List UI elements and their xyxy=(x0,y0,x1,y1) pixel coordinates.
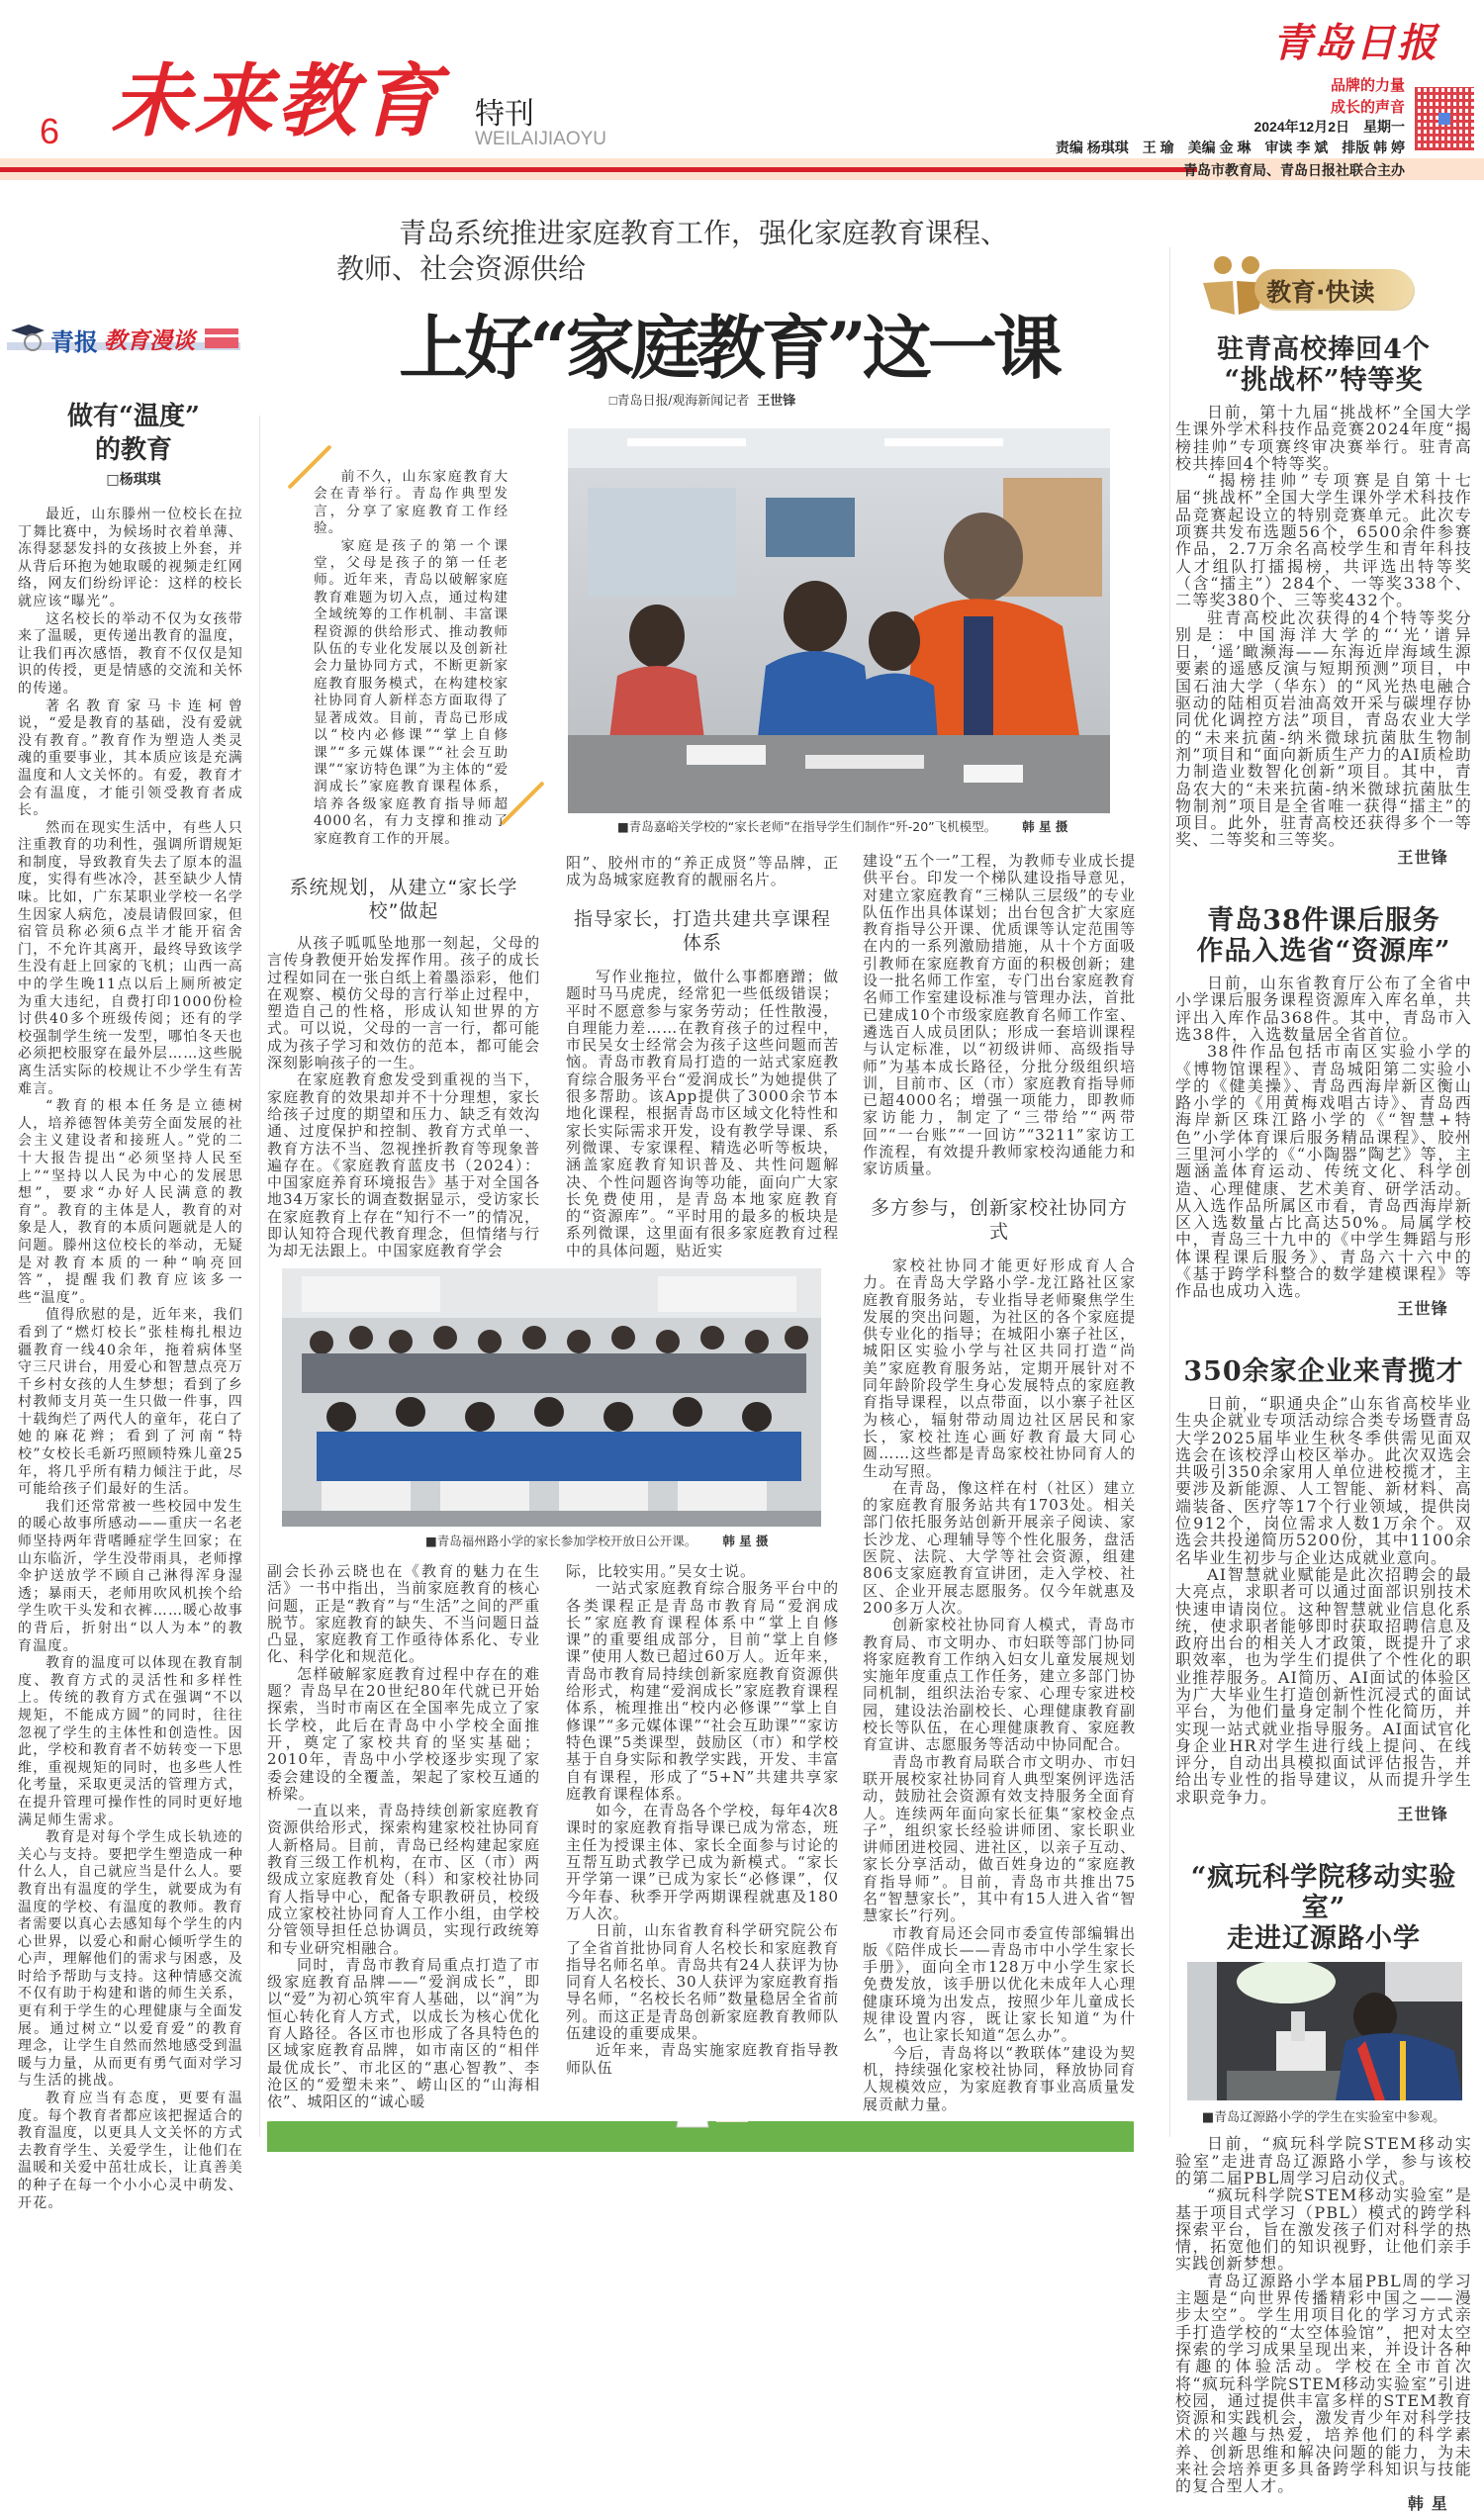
photo-stem-lab xyxy=(1187,1962,1462,2100)
article-column xyxy=(863,1257,1136,2113)
paragraph: 今后，青岛将以“教联体”建设为契机，持续强化家校社协同，释放协同育人规模效应，为家庭教育事业高质量发展贡献力量。 xyxy=(863,2043,1136,2113)
lead-paragraph: 家庭是孩子的第一个课堂，父母是孩子的第一任老师。近年来，青岛以破解家庭教育难题为切入点，通过构建全域统筹的工作机制、丰富课程资源的供给形式、推动教师队伍的专业化发展以及创新社会力量协同方式，不断更新家庭教育服务模式，在构建校家社协同育人新样态方面取得了显著成效。目前，青岛已形成以“校内必修课”“掌上自修课”“多元媒体课”“社会互助课”“家访特色课”为主体的“爱润成长”家庭教育课程体系，培养各级家庭教育指导师超4000名，有力支撑和推动了家庭教育工作的开展。 xyxy=(314,537,509,847)
caption-text: ■青岛福州路小学的家长参加学校开放日公开课。 xyxy=(425,1534,697,1548)
paragraph: 最近，山东滕州一位校长在拉丁舞比赛中，为候场时衣着单薄、冻得瑟瑟发抖的女孩披上外套，并从背后环抱为她取暖的视频走红网络，网友们纷纷评论：这样的校长就应该“曝光”。 xyxy=(18,507,243,609)
paragraph: 日前，山东省教育厅公布了全省中小学课后服务课程资源库入库名单，共评出入库作品368件。其中，青岛市入选38件，入选数量居全省首位。 xyxy=(1175,974,1472,1044)
paragraph: 怎样破解家庭教育过程中存在的难题？青岛早在20世纪80年代就已开始探索，当时市南区在全国率先成立了家长学校，此后在青岛中小学校全面推开，奠定了家校共育的坚实基础；2010年，青岛中小学校逐步实现了家委会建设的全覆盖，架起了家校互通的桥梁。 xyxy=(267,1664,540,1803)
paragraph: 教育应当有态度，更要有温度。每个教育者都应该把握适合的教育温度，以更具人文关怀的方式去教育学生、关爱学生，让他们在温暖和关爱中茁壮成长，让真善美的种子在每一个小小心灵中萌发、开花。 xyxy=(18,2091,243,2211)
title-line: “挑战杯”特等奖 xyxy=(1224,365,1424,396)
lead-paragraph: 前不久，山东家庭教育大会在青举行。青岛作典型发言，分享了家庭教育工作经验。 xyxy=(314,469,509,537)
page-number: 6 xyxy=(40,111,60,151)
commentary-body xyxy=(18,507,243,2212)
section-heading: 系统规划，从建立“家长学校”做起 xyxy=(289,877,518,922)
article-headline: 上好“家庭教育”这一课 xyxy=(399,307,1059,389)
paragraph: 教育的温度可以体现在教育制度、教育方式的灵活性和多样性上。传统的教育方式在强调“不以规矩，不能成方圆”的同时，往往忽视了学生的主体性和创造性。因此，学校和教育者不妨转变一下思维，重视规矩的同时，也多些人性化考量，采取更灵活的管理方式，在提升管理可操作性的同时更好地满足师生需求。 xyxy=(18,1655,243,1828)
paragraph: AI智慧就业赋能是此次招聘会的最大亮点，求职者可以通过面部识别技术快速申请岗位。这种智慧就业信息化系统，使求职者能够即时获取招聘信息及政府出台的相关人才政策，既提升了求职效率，也为学生们提供了个性化的职业推荐服务。AI简历、AI面试的体验区为广大毕业生打造创新性沉浸式的面试平台，为他们量身定制个性化简历，并实现一站式就业指导服务。AI面试官化身企业HR对学生进行线上提问、在线评分，自动出具模拟面试评估报告，并给出专业性的指导建议，从而提升学生求职竞争力。 xyxy=(1175,1564,1472,1807)
paragraph: 近年来，青岛实施家庭教育指导教师队伍 xyxy=(566,2041,839,2077)
brief-title xyxy=(1175,334,1472,396)
paragraph: 日前，“疯玩科学院STEM移动实验室”走进青岛辽源路小学，参与该校的第二届PBL周学习启动仪式。 xyxy=(1175,2134,1472,2187)
qr-code-icon[interactable] xyxy=(1415,87,1474,150)
title-line: 的教育 xyxy=(94,435,172,465)
sponsor-line: 青岛市教育局、青岛日报社联合主办 xyxy=(1183,162,1405,178)
brief-title xyxy=(1175,1862,1472,1954)
title-line: 350余家企业来青揽才 xyxy=(1183,1355,1464,1387)
article-column xyxy=(267,935,540,1260)
photo-caption xyxy=(425,1532,769,1549)
brief-author: 王世锋 xyxy=(1397,847,1448,867)
masthead-title: 未来教育 xyxy=(111,54,443,147)
paragraph: 一直以来，青岛持续创新家庭教育资源供给形式，探索构建家校社协同育人新格局。目前，青岛已经构建起家庭教育三级工作机构，在市、区（市）两级成立家庭教育处（科）和家校社协同育人指导中心，配备专职教研员，校级成立家校社协同育人工作小组，由学校分管领导担任总协调员，实现行政统筹和专业研究相融合。 xyxy=(267,1802,540,1957)
article-column xyxy=(566,969,839,1259)
brief-body xyxy=(1175,975,1472,1317)
paragraph: 一站式家庭教育综合服务平台中的各类课程正是青岛市教育局“爱润成长”家庭教育课程体系中“掌上自修课”的重要组成部分，目前“掌上自修课”使用人数已超过60万人。近年来，青岛市教育局持续创新家庭教育资源供给形式，构建“爱润成长”家庭教育课程体系，梳理推出“校内必修课”“掌上自修课”“多元媒体课”“社会互助课”“家访特色课”5类课型，鼓励区（市）和学校基于自身实际和教学实践，开发、丰富自有课程，形成了“5+N”共建共享家庭教育课程体系。 xyxy=(566,1579,839,1803)
brief-title xyxy=(1175,1356,1472,1387)
paragraph: 写作业拖拉，做什么事都磨蹭；做题时马马虎虎，经常犯一些低级错误；平时不愿意参与家务劳动；任性散漫，自理能力差……在教育孩子的过程中，市民吴女士经常会为孩子这些问题而苦恼。青岛市教育局打造的一站式家庭教育综合服务平台“爱润成长”为她提供了很多帮助。该App提供了3000余节本地化课程，根据青岛市区域文化特性和家长实际需求开发，设有教学导课、系列微课、专家课程、精选必听等板块，涵盖家庭教育知识普及、共性问题解决、个性问题咨询等功能，面向广大家长免费使用，是青岛本地家庭教育的“资源库”。“平时用的最多的板块是系列微课，这里面有很多家庭教育过程中的具体问题，贴近实 xyxy=(566,968,839,1259)
photo-credit: 韩 星 摄 xyxy=(722,1534,769,1548)
title-line: 驻青高校捧回4个 xyxy=(1217,334,1431,365)
paragraph: 这名校长的举动不仅为女孩带来了温暖，更传递出教育的温度，让我们再次感悟，教育不仅仅是知识的传授，更是情感的交流和关怀的传递。 xyxy=(18,610,243,697)
paragraph: 建设“五个一”工程，为教师专业成长提供平台。印发一个梯队建设指导意见，对建立家庭教育“三梯队三层级”的专业队伍作出具体谋划；出台包含扩大家庭教育指导公开课、优质课等认定范围等在内的一系列激励措施，从十个方面吸引教师在家庭教育方面的积极创新；建设一批名师工作室，专门出台家庭教育名师工作室建设标准与管理办法，首批已建成10个市级家庭教育名师工作室、遴选百人成员团队；形成一套培训课程与认定标准，以“初级讲师、高级指导师”为基本成长路径，分批分级组织培训，目前市、区（市）家庭教育指导师已超4000名；增强一项能力，即教师家访能力，制定了“三带给”“两带回”“一台账”“一回访”“3211”家访工作流程，有效提升教师家校沟通能力和家访质量。 xyxy=(863,852,1136,1178)
title-line: 做有“温度” xyxy=(67,402,200,431)
brief-title xyxy=(1175,905,1472,967)
banner-brand: 青报 xyxy=(50,328,98,356)
slogan-line: 品牌的力量 xyxy=(1330,77,1405,94)
header-rule xyxy=(0,167,1197,172)
byline-source: □青岛日报/观海新闻记者 xyxy=(608,393,750,408)
paragraph: 青岛辽源路小学本届PBL周的学习主题是“向世界传播精彩中国之——漫步太空”。学生用项目化的学习方式亲手打造学校的“太空体验馆”，把对太空探索的学习成果呈现出来，并设计各种有趣的体验活动。学校在全市首次将“疯玩科学院STEM移动实验室”引进校园，通过提供丰富多样的STEM教育资源和实践机会，激发青少年对科学技术的兴趣与热爱，培养他们的科学素养、创新思维和解决问题的能力，为未来社会培养更多具备跨学科知识与技能的复合型人才。 xyxy=(1175,2271,1472,2496)
title-line: 青岛38件课后服务 xyxy=(1207,905,1440,937)
section-heading: 多方参与，创新家校社协同方式 xyxy=(870,1197,1128,1243)
brief-author: 王世锋 xyxy=(1397,1805,1448,1824)
photo-caption: ■青岛辽源路小学的学生在实验室中参观。 xyxy=(1201,2110,1446,2126)
title-line: 走进辽源路小学 xyxy=(1227,1923,1421,1955)
commentary-author: □杨琪琪 xyxy=(106,472,161,488)
paragraph: 日前，第十九届“挑战杯”全国大学生课外学术科技作品竞赛2024年度“揭榜挂帅”专项赛终审决赛举行。驻青高校共捧回4个特等奖。 xyxy=(1175,403,1472,473)
section-heading: 指导家长，打造共建共享课程体系 xyxy=(573,908,831,954)
paragraph: 副会长孙云晓也在《教育的魅力在生活》一书中指出，当前家庭教育的核心问题，正是“教育”与“生活”之间的严重脱节。家庭教育的缺失、不当问题日益凸显，家庭教育工作亟待体系化、专业化、科学化和规范化。 xyxy=(267,1562,540,1666)
title-line: 作品入选省“资源库” xyxy=(1196,936,1451,968)
brief-author: 韩 星 xyxy=(1407,2493,1448,2513)
photo-parent-teacher-model xyxy=(568,428,1110,813)
paragraph: 际，比较实用。”吴女士说。 xyxy=(566,1562,756,1580)
article-subtitle-line: 教师、社会资源供给 xyxy=(336,252,587,285)
article-lead xyxy=(314,469,509,848)
paragraph: 教育是对每个学生成长轨迹的关心与支持。要把学生塑造成一种什么人，自己就应当是什么人。要教育出有温度的学生，就要成为有温度的学校、有温度的教师。教育者需要以真心去感知每个学生的内心世界，以爱心和耐心倾听学生的心声，理解他们的需求与困惑，及时给予帮助与支持。这种情感交流不仅有助于构建和谐的师生关系，更有利于学生的心理健康与全面发展。通过树立“以爱育爱”的教育理念，让学生自然而然地感受到温暖与力量，从而更有勇气面对学习与生活的挑战。 xyxy=(18,1829,243,2090)
brief-body xyxy=(1175,1395,1472,1822)
special-label: 特刊 xyxy=(475,98,534,131)
photo-parents-open-class xyxy=(282,1268,821,1527)
column-divider xyxy=(1169,247,1170,2137)
paragraph: 我们还常常被一些校园中发生的暖心故事所感动——重庆一名老师坚持两年背嗜睡症学生回家；在山东临沂，学生没带雨具，老师撑伞护送放学不顾自己淋得浑身湿透；暴雨天，老师用吹风机挨个给学生吹干头发和衣裤……暖心故事的背后，折射出“以人为本”的教育温度。 xyxy=(18,1498,243,1654)
paragraph: 从孩子呱呱坠地那一刻起，父母的言传身教便开始发挥作用。孩子的成长过程如同在一张白纸上着墨添彩，他们在观察、模仿父母的言行举止过程中，塑造自己的性格，形成认知世界的方式。可以说，父母的一言一行，都可能成为孩子学习和效仿的范本，都可能会深刻影响孩子的一生。 xyxy=(267,934,540,1072)
paragraph: 38件作品包括市南区实验小学的《博物馆课程》、青岛城阳第二实验小学的《健美操》、青岛西海岸新区衡山路小学的《用黄梅戏唱古诗》、青岛西海岸新区珠江路小学的《“智慧+特色”小学体育课后服务精品课程》、胶州三里河小学的《“小陶器”陶艺》等，主题涵盖体育运动、传统文化、科学创造、心理健康、艺术美育、研学活动。从入选作品所属区市看，青岛西海岸新区入选数量占比高达50%。局属学校中，青岛三十九中的《中学生舞蹈与形体课程课后服务》、青岛六十六中的《基于跨学科整合的数学建模课程》等作品也成功入选。 xyxy=(1175,1042,1472,1301)
paragraph: 然而在现实生活中，有些人只注重教育的功利性，强调所谓规矩和制度，导致教育失去了原本的温度，实得有些冰冷，甚至缺少人情味。比如，广东某职业学校一名学生因家人病危，凌晨请假回家，但宿管员称必须6点半才能开宿舍门，不允许其离开，最终导致该学生没有赶上回家的飞机；山西一高中的学生晚11点以后上厕所被定为重大违纪，自费打印1000份检讨供40多个班级传阅；还有的学校强制学生统一发型，哪怕冬天也必须把校服穿在最外层……这些脱离生活实际的校规让不少学生有苦难言。 xyxy=(18,819,243,1097)
photo-credit: 韩 星 摄 xyxy=(1022,819,1068,834)
paragraph: 日前，山东省教育科学研究院公布了全省首批协同育人名校长和家庭教育指导名师名单。青岛共有24人获评为协同育人名校长、30人获评为家庭教育指导名师，“名校长名师”数量稳居全省前列。而这正是青岛创新家庭教育教师队伍建设的重要成果。 xyxy=(566,1921,839,2043)
illustration-family-outdoor xyxy=(267,2121,1134,2152)
caption-text: ■青岛嘉峪关学校的“家长老师”在指导学生们制作“歼-20”飞机模型。 xyxy=(617,819,997,834)
article-subtitle-line: 青岛系统推进家庭教育工作，强化家庭教育课程、 xyxy=(399,217,1009,249)
paragraph: 在家庭教育愈发受到重视的当下，家庭教育的效果却并不十分理想，家长给孩子过度的期望和压力、缺乏有效沟通、过度保护和控制、教育方式单一、教育方法不当、忽视挫折教育等现象普遍存在。《家庭教育蓝皮书（2024）：中国家庭养育环境报告》基于对全国各地34万家长的调查数据显示，受访家长在家庭教育上存在“知行不一”的情况，即认知符合现代教育理念，但情绪与行为却无法跟上。中国家庭教育学会 xyxy=(267,1070,540,1260)
column-banner xyxy=(7,321,240,354)
editors-credit: 责编 杨琪琪 王 瑜 美编 金 琳 审读 李 斌 排版 韩 婷 xyxy=(1055,140,1405,155)
slogan xyxy=(1331,75,1405,119)
right-column-flow xyxy=(1175,334,1472,2512)
paragraph: 市教育局还会同市委宣传部编辑出版《陪伴成长——青岛市中小学生家长手册》，面向全市128万中小学生家长免费发放，该手册以优化未成年人心理健康环境为出发点，按照少年儿童成长规律设置内容，既让家长知道“为什么”，也让家长知道“怎么办”。 xyxy=(863,1923,1136,2045)
article-column xyxy=(566,1563,839,2077)
newspaper-logo: 青岛日报 xyxy=(1272,20,1438,66)
section-label: 教育·快读 xyxy=(1266,278,1375,307)
slogan-line: 成长的声音 xyxy=(1330,99,1405,116)
paragraph: 在青岛，像这样在村（社区）建立的家庭教育服务站共有1703处。相关部门依托服务站创新开展亲子阅读、家长沙龙、心理辅导等个性化服务，盘活医院、法院、大学等社会资源，组建806支家庭教育宣讲团，走入学校、社区、企业开展志愿服务。仅今年就惠及200多万人次。 xyxy=(863,1478,1136,1617)
paragraph: “疯玩科学院STEM移动实验室”是基于项目式学习（PBL）模式的跨学科探索平台，旨在激发孩子们对科学的热情，拓宽他们的知识视野，让他们亲手实践创新梦想。 xyxy=(1175,2186,1472,2274)
paragraph: 值得欣慰的是，近年来，我们看到了“燃灯校长”张桂梅扎根边疆教育一线40余年，拖着病体坚守三尺讲台，用爱心和智慧点亮万千乡村女孩的人生梦想；看到了乡村教师支月英一生只做一件事，四十载绚烂了两代人的童年，花白了她的麻花辫；看到了河南“特校”女校长毛新巧照顾特殊儿童25年，将几乎所有精力倾注于此，尽可能给孩子们最好的生活。 xyxy=(18,1307,243,1498)
photo-caption xyxy=(617,817,1067,835)
brief-body xyxy=(1175,404,1472,866)
paragraph: 驻青高校此次获得的4个特等奖分别是：中国海洋大学的“‘光’谱异日，‘遥’瞰濒海——东海近岸海域生源要素的遥感反演与短期预测”项目，中国石油大学（华东）的“风光热电融合驱动的陆相页岩油高效开采与碳埋存协同优化调控方法”项目，青岛农业大学的“未来抗菌-纳米微球抗菌肽生物制剂”项目和“面向新质生产力的AI质检助力制造业数智化创新”项目。其中，青岛农大的“未来抗菌-纳米微球抗菌肽生物制剂”项目是全省唯一获得“擂主”的项目。此外，驻青高校还获得多个一等奖、二等奖和三等奖。 xyxy=(1175,607,1472,850)
paragraph: 日前，“职通央企”山东省高校毕业生央企就业专项活动综合类专场暨青岛大学2025届毕业生秋冬季供需见面双选会在该校浮山校区举办。此次双选会共吸引350余家用人单位进校揽才，主要涉及新能源、人工智能、新材料、高端装备、医疗等17个行业领域，提供岗位912个，岗位需求人数1万余个。双选会共投递简历5200份，其中1100余名毕业生初步与企业达成就业意向。 xyxy=(1175,1393,1472,1567)
paragraph: 家校社协同才能更好形成育人合力。在青岛大学路小学-龙江路社区家庭教育服务站，专业指导老师聚焦学生发展的突出问题，为社区的各个家庭提供专业化的指导；在城阳小寨子社区，城阳区实验小学与社区共同打造“尚美”家庭教育服务站，定期开展针对不同年龄阶段学生身心发展特点的家庭教育指导课程，以点带面，以小寨子社区为核心，辐射带动周边社区居民和家长，家校社连心画好教育最大同心圆……这些都是青岛家校社协同育人的生动写照。 xyxy=(863,1256,1136,1480)
paragraph: 著名教育家马卡连柯曾说，“爱是教育的基础，没有爱就没有教育。”教育作为塑造人类灵魂的重要事业，其本质应该是充满温度和人文关怀的。有爱，教育才会有温度，才能引领受教育者成长。 xyxy=(18,698,243,819)
brief-body xyxy=(1175,2135,1472,2512)
paragraph: “教育的根本任务是立德树人，培养德智体美劳全面发展的社会主义建设者和接班人。”党的二十大报告提出“必须坚持人民至上”“坚持以人民为中心的发展思想”，要求“办好人民满意的教育”。教育的主体是人，教育的对象是人，教育的本质问题就是人的问题。滕州这位校长的举动，无疑是对教育本质的一种“响亮回答”，提醒我们教育应该多一些“温度”。 xyxy=(18,1098,243,1306)
byline-author: 王世锋 xyxy=(757,393,796,408)
paragraph: 创新家校社协同育人模式，青岛市教育局、市文明办、市妇联等部门协同将家庭教育工作纳入妇女儿童发展规划实施年度重点工作任务，建立多部门协同机制，组织法治专家、心理专家进校园，建设法治副校长、心理健康教育副校长等队伍，在心理健康教育、家庭教育宣讲、志愿服务等活动中协同配合。 xyxy=(863,1616,1136,1754)
masthead-pinyin: WEILAIJIAOYU xyxy=(475,129,607,149)
commentary-title xyxy=(0,400,267,467)
article-column xyxy=(863,853,1136,1178)
paragraph: “揭榜挂帅”专项赛是自第十七届“挑战杯”全国大学生课外学术科技作品竞赛起设立的特别竞赛单元。此次专项赛共发布选题56个，6500余件参赛作品，2.7万余名高校学生和青年科技人才组队打擂揭榜，共评选出特等奖（含“擂主”）284个、一等奖338个、二等奖380个、三等奖432个。 xyxy=(1175,471,1472,610)
paragraph: 青岛市教育局联合市文明办、市妇联开展校家社协同育人典型案例评选活动，鼓励社会资源有效支持服务全面育人。连续两年面向家长征集“家校金点子”，组织家长经验讲师团、家长职业讲师团进校园、进社区，以亲子互动、家长分享活动，做百姓身边的“家庭教育指导师”。目前，青岛市共推出75名“智慧家长”，其中有15人进入省“智慧家长”行列。 xyxy=(863,1752,1136,1925)
brief-author: 王世锋 xyxy=(1397,1298,1448,1318)
title-line: “疯玩科学院移动实验室” xyxy=(1190,1862,1457,1924)
section-label-badge xyxy=(1193,253,1417,323)
article-byline xyxy=(554,390,851,409)
paragraph: 阳”、胶州市的“养正成贤”等品牌，正成为岛城家庭教育的靓丽名片。 xyxy=(566,854,839,889)
paragraph: 如今，在青岛各个学校，每年4次8课时的家庭教育指导课已成为常态，班主任为授课主体、家长全面参与讨论的互帮互助式教学已成为新模式。“家长开学第一课”已成为家长“必修课”，仅今年春、秋季开学两期课程就惠及180万人次。 xyxy=(566,1802,839,1922)
article-column xyxy=(267,1563,540,2111)
banner-name: 教育漫谈 xyxy=(104,327,195,354)
paragraph: 同时，青岛市教育局重点打造了市级家庭教育品牌——“爱润成长”，即以“爱”为初心筑牢育人基础，以“润”为恒心转化育人方式，以成长为核心优化育人路径。各区市也形成了各具特色的区域家庭教育品牌，如市南区的“相伴最优成长”、市北区的“惠心智教”、李沧区的“爱塑未来”、崂山区的“山海相依”、城阳区的“诚心暖 xyxy=(267,1955,540,2111)
article-column xyxy=(566,855,839,889)
column-divider xyxy=(259,416,260,2137)
issue-date: 2024年12月2日 星期一 xyxy=(1253,119,1405,135)
